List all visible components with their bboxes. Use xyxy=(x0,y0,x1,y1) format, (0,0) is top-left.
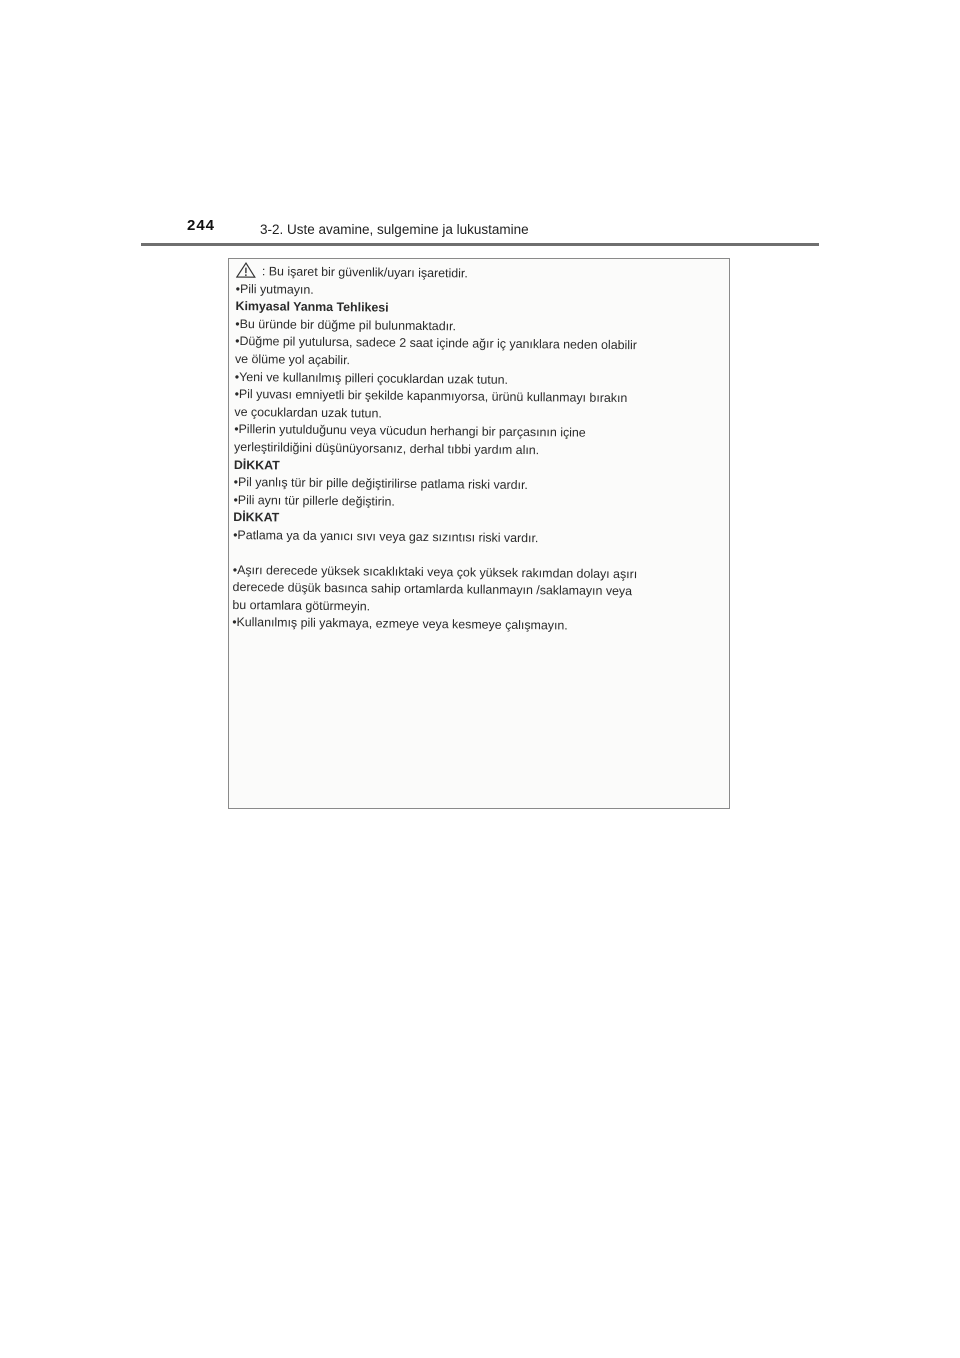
warning-line: derecede düşük basınca sahip ortamlarda kullanmayın /saklamayın veya xyxy=(232,580,633,599)
warning-line: •Pillerin yutulduğunu veya vücudun herhangi bir parçasının içine xyxy=(234,422,586,441)
warning-line: •Yeni ve kullanılmış pilleri çocuklardan uzak tutun. xyxy=(234,369,509,387)
warning-heading: Kimyasal Yanma Tehlikesi xyxy=(235,299,389,315)
warning-line: •Bu üründe bir düğme pil bulunmaktadır. xyxy=(235,316,457,334)
warning-line: •Patlama ya da yanıcı sıvı veya gaz sızıntısı riski vardır. xyxy=(233,527,539,546)
warning-line: yerleştirildiğini düşünüyorsanız, derhal tıbbi yardım alın. xyxy=(233,439,540,458)
warning-line: •Pili aynı tür pillerle değiştirin. xyxy=(233,492,395,509)
warning-line: •Pil yuvası emniyetli bir şekilde kapanmıyorsa, ürünü kullanmayı bırakın xyxy=(234,387,628,406)
warning-line: bu ortamlara götürmeyin. xyxy=(232,597,371,614)
warning-line: •Aşırı derecede yüksek sıcaklıktaki veya çok yüksek rakımdan dolayı aşırı xyxy=(232,562,638,581)
caution-heading: DİKKAT xyxy=(233,510,280,525)
warning-line: •Düğme pil yutulursa, sadece 2 saat içinde ağır iç yanıklara neden olabilir xyxy=(235,334,637,353)
warning-line: •Pil yanlış tür bir pille değiştirilirse patlama riski vardır. xyxy=(233,475,529,493)
warning-content xyxy=(232,262,724,637)
warning-line: •Kullanılmış pili yakmaya, ezmeye veya kesmeye çalışmayın. xyxy=(232,615,568,633)
warning-line: ve çocuklardan uzak tutun. xyxy=(234,404,382,421)
page-number: 244 xyxy=(187,217,216,234)
symbol-note: : Bu işaret bir güvenlik/uyarı işaretidir. xyxy=(261,264,468,281)
warning-triangle-icon xyxy=(236,262,256,278)
warning-line: ve ölüme yol açabilir. xyxy=(234,351,351,368)
caution-heading: DİKKAT xyxy=(233,457,280,473)
header-divider xyxy=(141,243,819,246)
warning-line: •Pili yutmayın. xyxy=(235,281,314,297)
section-title: 3-2. Uste avamine, sulgemine ja lukustamine xyxy=(260,222,529,237)
